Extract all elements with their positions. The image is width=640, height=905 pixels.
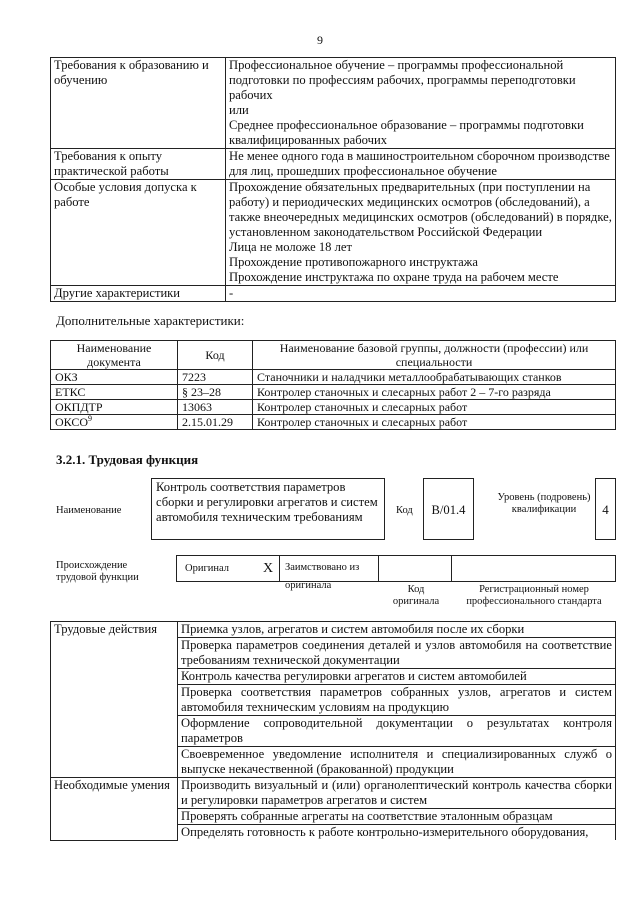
requirement-value: Профессиональное обучение – программы профессиональной подготовки по профессиям рабочих, программы переподготовки рабочих или Среднее профессиональное образование – программы подготовки квалифицированных рабочих — [226, 58, 616, 149]
requirement-label: Требования к опыту практической работы — [51, 149, 226, 180]
table-row — [51, 385, 616, 400]
requirement-value: Прохождение обязательных предварительных (при поступлении на работу) и периодических медицинских осмотров (обследований), а также внеочередных медицинских осмотров (обследований) в порядке, установленном законодательством Российской Федерации Лица не моложе 18 лет Прохождение противопожарного инструктажа Прохождение инструктажа по охране труда на рабочем месте — [226, 180, 616, 286]
table-row — [51, 149, 616, 180]
function-code: В/01.4 — [431, 503, 466, 517]
list-item: Своевременное уведомление исполнителя и специализированных служб о выпуске некачественной (бракованной) продукции — [178, 747, 616, 778]
column-header: Наименование документа — [51, 341, 178, 370]
column-header: Код — [178, 341, 253, 370]
code-original-cell — [378, 555, 452, 582]
section-label: Трудовые действия — [51, 622, 178, 778]
requirement-label: Другие характеристики — [51, 286, 226, 302]
code-cell: 7223 — [178, 370, 253, 385]
level-box — [595, 478, 616, 540]
borrowed-label: Заимствовано из оригинала — [285, 562, 360, 591]
name-cell: Контролер станочных и слесарных работ 2 – 7-го разряда — [253, 385, 616, 400]
section-label: Необходимые умения — [51, 778, 178, 841]
table-row — [51, 400, 616, 415]
list-item: Производить визуальный и (или) органолептический контроль качества сборки и регулировки параметров агрегатов и систем — [178, 778, 616, 809]
origin-label: Происхождение трудовой функции — [56, 560, 139, 583]
original-label: Оригинал — [185, 563, 229, 574]
reg-caption: Регистрационный номер профессионального стандарта — [466, 584, 602, 607]
additional-table — [50, 340, 616, 430]
table-row — [51, 180, 616, 286]
table-row — [51, 415, 616, 430]
actions-table — [50, 621, 616, 841]
table-header-row — [51, 341, 616, 370]
name-label: Наименование — [56, 505, 122, 516]
code-cell: § 23–28 — [178, 385, 253, 400]
requirements-table — [50, 57, 616, 302]
table-row — [51, 370, 616, 385]
list-item: Контроль качества регулировки агрегатов и систем автомобилей — [178, 669, 616, 685]
code-caption: Код оригинала — [392, 584, 440, 607]
original-cell — [176, 555, 280, 582]
page-number: 9 — [317, 33, 323, 47]
footnote-ref: 9 — [88, 414, 93, 423]
name-cell: Контролер станочных и слесарных работ — [253, 415, 616, 430]
function-name: Контроль соответствия параметров сборки и регулировки агрегатов и систем автомобиля техническим требованиям — [156, 480, 378, 524]
doc-cell: ОКСО$^9$ — [51, 415, 178, 430]
table-row — [51, 286, 616, 302]
requirement-value: Не менее одного года в машиностроительном сборочном производстве для лиц, прошедших профессиональное обучение — [226, 149, 616, 180]
level-label: Уровень (подровень) квалификации — [497, 492, 591, 515]
list-item: Определять готовность к работе контрольно-измерительного оборудования, — [178, 825, 616, 841]
requirement-label: Особые условия допуска к работе — [51, 180, 226, 286]
table-row — [51, 622, 616, 638]
doc-cell: ОКЗ — [51, 370, 178, 385]
doc-cell: ЕТКС — [51, 385, 178, 400]
name-cell: Станочники и наладчики металлообрабатывающих станков — [253, 370, 616, 385]
reg-number-cell — [451, 555, 616, 582]
list-item: Проверять собранные агрегаты на соответствие эталонным образцам — [178, 809, 616, 825]
table-row — [51, 58, 616, 149]
requirement-value: - — [226, 286, 616, 302]
list-item: Оформление сопроводительной документации о результатах контроля параметров — [178, 716, 616, 747]
level-value: 4 — [602, 502, 609, 517]
original-mark: X — [263, 561, 274, 576]
code-box — [423, 478, 474, 540]
code-label: Код — [396, 505, 413, 516]
additional-title: Дополнительные характеристики: — [56, 313, 245, 328]
doc-cell: ОКПДТР — [51, 400, 178, 415]
list-item: Приемка узлов, агрегатов и систем автомобиля после их сборки — [178, 622, 616, 638]
function-name-box — [151, 478, 385, 540]
code-cell: 13063 — [178, 400, 253, 415]
code-cell: 2.15.01.29 — [178, 415, 253, 430]
list-item: Проверка параметров соединения деталей и узлов автомобиля на соответствие требованиям технической документации — [178, 638, 616, 669]
name-cell: Контролер станочных и слесарных работ — [253, 400, 616, 415]
column-header: Наименование базовой группы, должности (профессии) или специальности — [253, 341, 616, 370]
list-item: Проверка соответствия параметров собранных узлов, агрегатов и систем автомобиля техническим условиям на продукцию — [178, 685, 616, 716]
requirement-label: Требования к образованию и обучению — [51, 58, 226, 149]
section-title: 3.2.1. Трудовая функция — [56, 452, 199, 467]
borrowed-cell — [279, 555, 379, 591]
table-row — [51, 778, 616, 809]
